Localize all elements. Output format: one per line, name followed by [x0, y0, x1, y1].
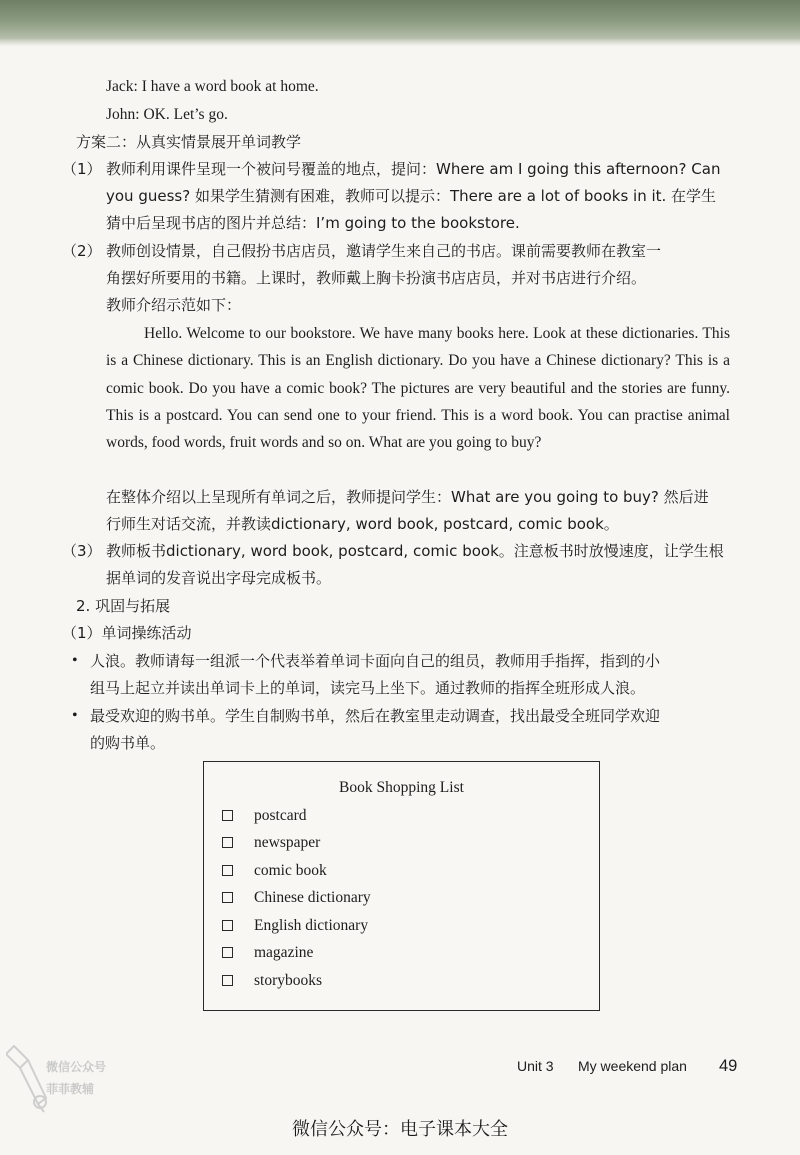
- bullet1-line2: 组马上起立并读出单词卡上的单词，读完马上坐下。通过教师的指挥全班形成人浪。: [90, 679, 646, 697]
- after-intro-line2: 行师生对话交流，并教读dictionary, word book, postcard, comic book。: [106, 515, 619, 533]
- checkbox-icon: [222, 892, 233, 903]
- checkbox-icon: [222, 865, 233, 876]
- step1-line2: you guess? 如果学生猜测有困难，教师可以提示：There are a lot of books in it. 在学生: [106, 187, 717, 205]
- list-item-label: magazine: [254, 944, 314, 961]
- shopping-list-title: Book Shopping List: [339, 779, 464, 796]
- list-item-label: Chinese dictionary: [254, 889, 371, 906]
- list-item-label: postcard: [254, 807, 307, 824]
- step2-number: （2）: [62, 242, 102, 260]
- bullet1-line1: 人浪。教师请每一组派一个代表举着单词卡面向自己的组员，教师用手指挥，指到的小: [90, 652, 661, 670]
- step2-line2: 角摆好所要用的书籍。上课时，教师戴上胸卡扮演书店店员，并对书店进行介绍。: [106, 269, 647, 287]
- step3-line2: 据单词的发音说出字母完成板书。: [106, 569, 332, 587]
- step1-number: （1）: [62, 160, 102, 178]
- watermark-logo: [6, 1040, 124, 1116]
- watermark-line1: 微信公众号: [46, 1060, 107, 1074]
- bottom-caption: 微信公众号：电子课本大全: [292, 1119, 508, 1140]
- plan2-heading: 方案二：从真实情景展开单词教学: [76, 133, 302, 151]
- step2-line3: 教师介绍示范如下：: [106, 296, 242, 314]
- list-item-label: storybooks: [254, 972, 323, 989]
- dialogue-jack: Jack: I have a word book at home.: [106, 78, 319, 95]
- checkbox-icon: [222, 975, 233, 986]
- pen-icon: [6, 1040, 50, 1116]
- bullet2-line2: 的购书单。: [90, 734, 166, 752]
- checkbox-icon: [222, 810, 233, 821]
- step3-line1: 教师板书dictionary, word book, postcard, comic book。注意板书时放慢速度，让学生根: [106, 542, 724, 560]
- watermark-line2: 菲菲教辅: [46, 1082, 95, 1096]
- bullet2-line1: 最受欢迎的购书单。学生自制购书单，然后在教室里走动调查，找出最受全班同学欢迎: [90, 707, 661, 725]
- demo-text: Hello. Welcome to our bookstore. We have many books here. Look at these dictionaries. This is a Chinese dictionary. This is an English dictionary. Do you have a Chinese dictionary? This is a comic book. Do you have a comic book? The pictures are very beautiful and the stories are funny. This is a postcard. You can send one to your friend. This is a word book. You can practise animal words, food words, fruit words and so on. What are you going to buy?: [106, 325, 730, 452]
- after-intro-line1: 在整体介绍以上呈现所有单词之后，教师提问学生：What are you going to buy? 然后进: [106, 488, 709, 506]
- checkbox-icon: [222, 837, 233, 848]
- checkbox-icon: [222, 920, 233, 931]
- list-item-label: English dictionary: [254, 917, 369, 934]
- consolidation-heading: 2. 巩固与拓展: [76, 597, 171, 615]
- bullet-2: •: [72, 707, 78, 724]
- list-item-label: comic book: [254, 862, 327, 879]
- checkbox-icon: [222, 947, 233, 958]
- step2-line1: 教师创设情景，自己假扮书店店员，邀请学生来自己的书店。课前需要教师在教室一: [106, 242, 662, 260]
- step3-number: （3）: [62, 542, 102, 560]
- dialogue-john: John: OK. Let’s go.: [106, 106, 228, 123]
- footer-title: My weekend plan: [578, 1058, 687, 1074]
- demo-paragraph: [106, 320, 730, 456]
- drill-activities-heading: （1）单词操练活动: [62, 624, 192, 642]
- bullet-1: •: [72, 652, 78, 669]
- list-item-label: newspaper: [254, 834, 321, 851]
- footer-unit: Unit 3: [517, 1058, 554, 1074]
- step1-line1: 教师利用课件呈现一个被问号覆盖的地点，提问：Where am I going this afternoon? Can: [106, 160, 721, 178]
- book-shopping-list: [203, 761, 600, 1011]
- step1-line3: 猜中后呈现书店的图片并总结：I’m going to the bookstore.: [106, 214, 520, 232]
- top-decorative-strip: [0, 0, 800, 46]
- page-number: 49: [719, 1057, 738, 1075]
